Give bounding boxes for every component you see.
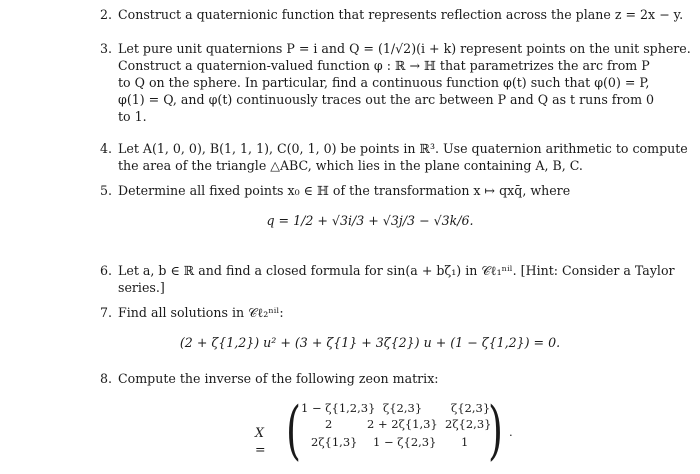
problem-number: 7. bbox=[100, 305, 113, 320]
matrix-trailing: . bbox=[509, 425, 513, 439]
problem-text: the area of the triangle △ABC, which lies in the plane containing A, B, C. bbox=[118, 158, 583, 173]
display-equation: (2 + ζ{1,2}) u² + (3 + ζ{1} + 3ζ{2}) u + (1 − ζ{1,2}) = 0. bbox=[179, 335, 561, 350]
problem-text: φ(1) = Q, and φ(t) continuously traces out the arc between P and Q as t runs from 0 bbox=[118, 92, 655, 107]
display-equation: q = 1/2 + √3i/3 + √3j/3 − √3k/6. bbox=[266, 213, 474, 228]
problem-text: Determine all fixed points x₀ ∈ ℍ of the transformation x ↦ qxq̄, where bbox=[118, 183, 571, 198]
problem-text: Find all solutions in 𝒞ℓ₂ⁿⁱˡ: bbox=[118, 305, 284, 320]
matrix-cell: ζ{2,3} bbox=[451, 401, 491, 415]
problem-number: 5. bbox=[100, 183, 113, 198]
matrix-cell: 1 − ζ{2,3} bbox=[373, 435, 437, 449]
problem-text: to Q on the sphere. In particular, find a continuous function φ(t) such that φ(0) = P, bbox=[118, 75, 650, 90]
problem-text: Construct a quaternion-valued function φ : ℝ → ℍ that parametrizes the arc from P bbox=[118, 58, 650, 73]
problem-text: Let pure unit quaternions P = i and Q = (1/√2)(i + k) represent points on the unit sphere. bbox=[118, 41, 691, 56]
matrix-cell: 2 + 2ζ{1,3} bbox=[367, 417, 438, 431]
problem-number: 8. bbox=[100, 371, 113, 386]
problem-text: series.] bbox=[118, 280, 165, 295]
matrix-cell: 2ζ{1,3} bbox=[311, 435, 358, 449]
left-paren: ( bbox=[285, 394, 301, 468]
problem-text: Construct a quaternionic function that represents reflection across the plane z = 2x − y. bbox=[118, 7, 684, 22]
matrix-cell: ζ{2,3} bbox=[383, 401, 423, 415]
matrix-cell: 2ζ{2,3} bbox=[445, 417, 492, 431]
problem-text: Compute the inverse of the following zeon matrix: bbox=[118, 371, 439, 386]
problem-text: Let a, b ∈ ℝ and find a closed formula for sin(a + bζ₁) in 𝒞ℓ₁ⁿⁱˡ. [Hint: Consider a Taylor bbox=[118, 263, 675, 278]
matrix-cell: 1 bbox=[461, 435, 469, 449]
problem-number: 2. bbox=[100, 7, 113, 22]
problem-number: 4. bbox=[100, 141, 113, 156]
problem-text: to 1. bbox=[118, 109, 147, 124]
matrix-cell: 2 bbox=[325, 417, 333, 431]
problem-number: 3. bbox=[100, 41, 113, 56]
right-paren: ) bbox=[487, 394, 503, 468]
matrix-label: X = bbox=[255, 425, 266, 457]
problem-number: 6. bbox=[100, 263, 113, 278]
matrix-cell: 1 − ζ{1,2,3} bbox=[301, 401, 376, 415]
problem-text: Let A(1, 0, 0), B(1, 1, 1), C(0, 1, 0) be points in ℝ³. Use quaternion arithmetic to compute bbox=[118, 141, 688, 156]
